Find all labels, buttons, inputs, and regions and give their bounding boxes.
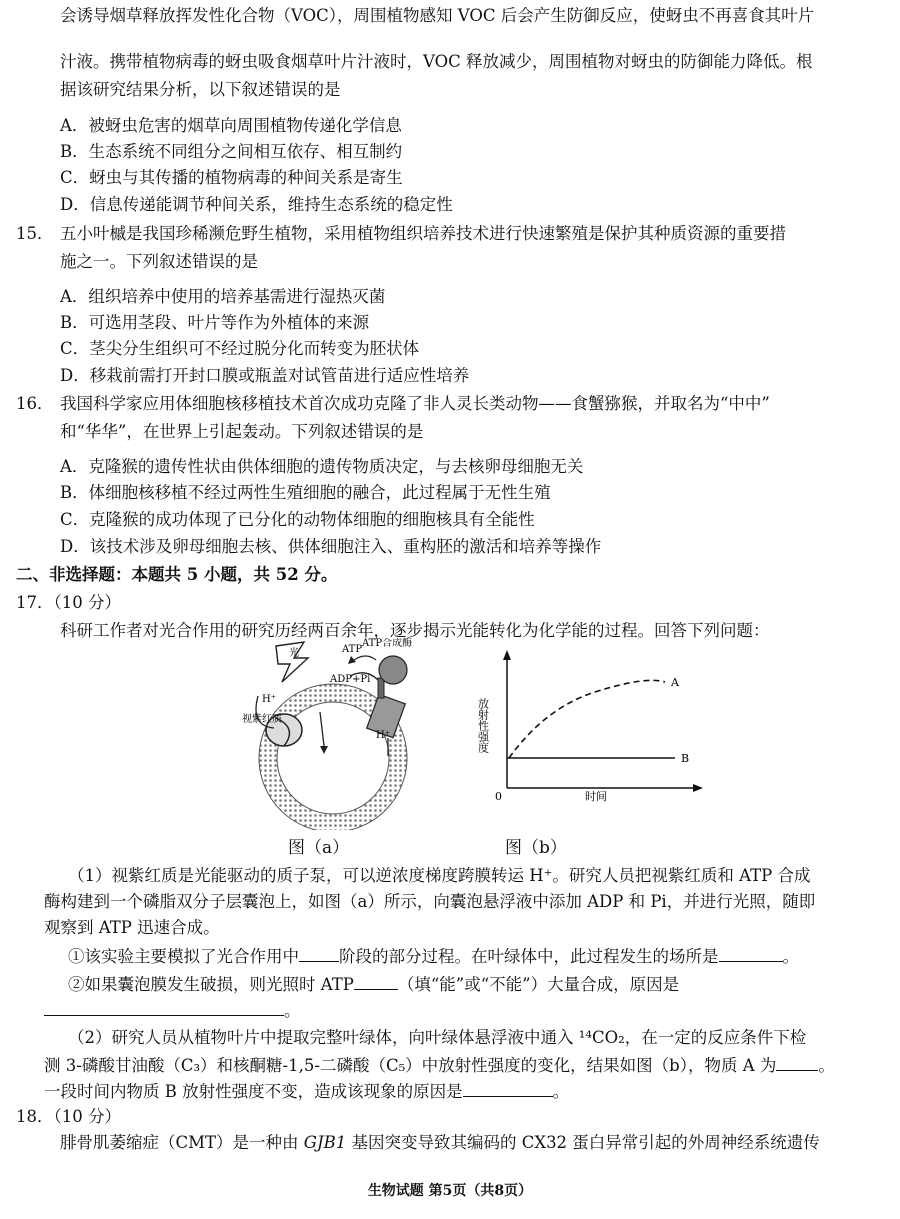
page-footer: 生物试题 第5页（共8页）: [367, 1183, 533, 1199]
q15-option-b: B．可选用茎段、叶片等作为外植体的来源: [60, 313, 370, 332]
label-adp-pi: ADP+Pi: [330, 674, 371, 685]
subq2-blank1[interactable]: [354, 972, 398, 990]
q16-stem-line1: 我国科学家应用体细胞核移植技术首次成功克隆了非人灵长类动物——食蟹猕猴，并取名为“中中”: [60, 394, 770, 413]
figure-a-caption: 图（a）: [288, 838, 350, 858]
q15-option-c: C．茎尖分生组织可不经过脱分化而转变为胚状体: [60, 339, 420, 358]
part2-line3: 一段时间内物质 B 放射性强度不变，造成该现象的原因是 。: [44, 1079, 569, 1104]
q14-stem-line2: 汁液。携带植物病毒的蚜虫吸食烟草叶片汁液时，VOC 释放减少，周围植物对蚜虫的防御能力降低。根: [60, 52, 813, 71]
part1-line3: 观察到 ATP 迅速合成。: [44, 918, 220, 937]
q14-option-d: D．信息传递能调节种间关系，维持生态系统的稳定性: [60, 195, 453, 214]
section-2-heading: 二、非选择题：本题共 5 小题，共 52 分。: [16, 565, 338, 584]
q15-stem-line1: 五小叶槭是我国珍稀濒危野生植物，采用植物组织培养技术进行快速繁殖是保护其种质资源的重要措: [60, 224, 786, 243]
q15-number: 15．: [16, 224, 54, 243]
subq1-line: ①该实验主要模拟了光合作用中 阶段的部分过程。在叶绿体中，此过程发生的场所是 。: [68, 944, 799, 969]
q16-option-c: C．克隆猴的成功体现了已分化的动物体细胞的细胞核具有全能性: [60, 510, 535, 529]
subq2-answer-line: 。: [44, 998, 301, 1023]
figure-a-diagram: [238, 638, 428, 830]
part2-blank2[interactable]: [463, 1079, 553, 1097]
q14-option-a: A．被蚜虫危害的烟草向周围植物传递化学信息: [60, 116, 402, 135]
label-light: 光: [289, 648, 299, 659]
atp-synthase-head: [379, 656, 407, 684]
label-h-plus-out: H⁺: [262, 694, 276, 705]
q15-option-a: A．组织培养中使用的培养基需进行湿热灭菌: [60, 287, 386, 306]
subq1-blank1[interactable]: [299, 944, 339, 962]
q18-stem-line1: 腓骨肌萎缩症（CMT）是一种由 GJB1 基因突变导致其编码的 CX32 蛋白异常引起的外周神经系统遗传: [60, 1133, 820, 1152]
q16-option-a: A．克隆猴的遗传性状由供体细胞的遗传物质决定，与去核卵母细胞无关: [60, 457, 584, 476]
figure-b-graph: [475, 648, 705, 803]
part2-line1: （2）研究人员从植物叶片中提取完整叶绿体，向叶绿体悬浮液中通入 ¹⁴CO₂，在一定的反应条件下检: [68, 1028, 807, 1047]
q14-option-b: B．生态系统不同组分之间相互依存、相互制约: [60, 142, 403, 161]
y-axis-label: 放射性强度: [476, 698, 490, 753]
q16-stem-line2: 和“华华”，在世界上引起轰动。下列叙述错误的是: [60, 422, 424, 441]
q15-option-d: D．移栽前需打开封口膜或瓶盖对试管苗进行适应性培养: [60, 366, 470, 385]
label-atp: ATP: [342, 644, 363, 655]
label-atp-synthase: ATP合成酶: [362, 638, 413, 649]
subq2-line: ②如果囊泡膜发生破损，则光照时 ATP （填“能”或“不能”）大量合成，原因是: [68, 972, 679, 997]
q17-intro: 科研工作者对光合作用的研究历经两百余年，逐步揭示光能转化为化学能的过程。回答下列问题：: [60, 621, 770, 640]
q15-stem-line2: 施之一。下列叙述错误的是: [60, 252, 258, 271]
label-rhodopsin: 视紫红质: [242, 714, 282, 725]
q16-number: 16．: [16, 394, 54, 413]
part1-line1: （1）视紫红质是光能驱动的质子泵，可以逆浓度梯度跨膜转运 H⁺。研究人员把视紫红质和 ATP 合成: [68, 866, 811, 885]
subq1-blank2[interactable]: [719, 944, 783, 962]
q16-option-b: B．体细胞核移植不经过两性生殖细胞的融合，此过程属于无性生殖: [60, 483, 551, 502]
part2-line2: 测 3-磷酸甘油酸（C₃）和核酮糖-1,5-二磷酸（C₅）中放射性强度的变化，结果如图（b），物质 A 为 。: [44, 1053, 835, 1078]
curve-a: [509, 680, 665, 758]
subq2-blank2[interactable]: [44, 998, 284, 1016]
part1-line2: 酶构建到一个磷脂双分子层囊泡上，如图（a）所示，向囊泡悬浮液中添加 ADP 和 Pi，并进行光照，随即: [44, 892, 816, 911]
curve-a-label: A: [671, 676, 679, 689]
part2-blank1[interactable]: [776, 1053, 818, 1071]
q14-option-c: C．蚜虫与其传播的植物病毒的种间关系是寄生: [60, 168, 403, 187]
figure-b-caption: 图（b）: [505, 838, 567, 858]
curve-b-label: B: [681, 752, 690, 765]
q14-stem-line1: 会诱导烟草释放挥发性化合物（VOC），周围植物感知 VOC 后会产生防御反应，使蚜虫不再喜食其叶片: [60, 6, 815, 25]
q16-option-d: D．该技术涉及卵母细胞去核、供体细胞注入、重构胚的激活和培养等操作: [60, 537, 602, 556]
label-h-plus-in: H⁺: [376, 730, 390, 741]
q17-heading: 17．（10 分）: [16, 593, 121, 612]
q18-heading: 18．（10 分）: [16, 1107, 121, 1126]
x-axis-label: 时间: [585, 790, 607, 803]
q14-stem-line3: 据该研究结果分析，以下叙述错误的是: [60, 80, 341, 99]
origin-label: 0: [495, 790, 502, 803]
